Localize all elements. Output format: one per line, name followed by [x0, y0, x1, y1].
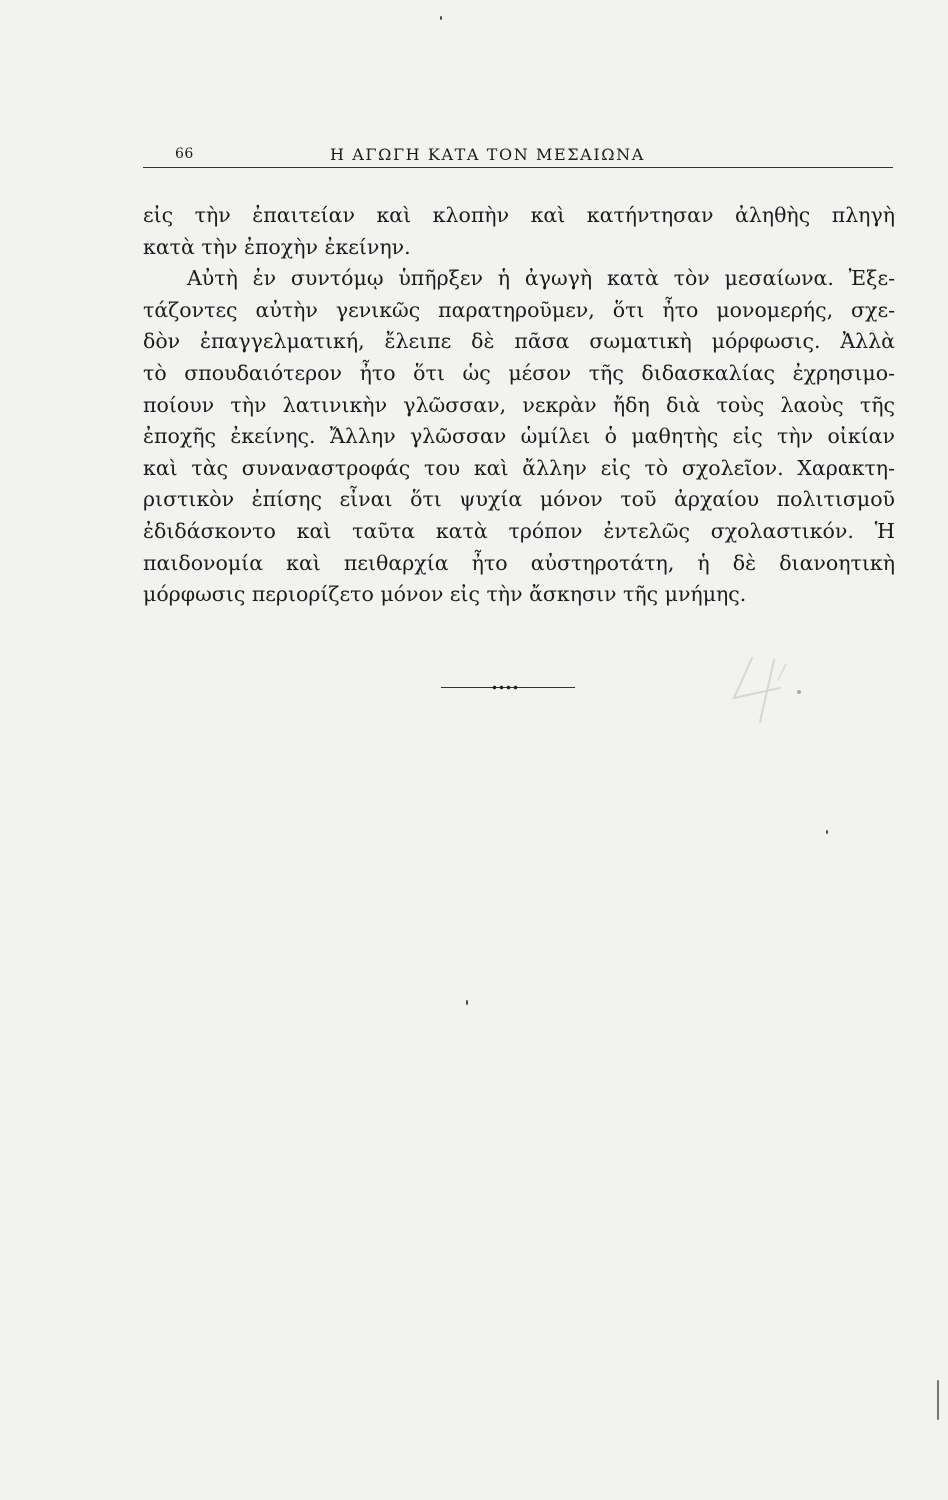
paper-speck	[466, 1000, 468, 1005]
paper-speck	[797, 690, 801, 694]
header-rule	[143, 167, 893, 168]
paper-speck	[937, 1380, 939, 1420]
running-head	[143, 142, 893, 172]
text-line: παιδονομία καὶ πειθαρχία ἦτο αὐστηροτάτη, ἡ δὲ διανοητικὴ	[143, 550, 895, 575]
text-line: μόρφωσις περιορίζετο μόνον εἰς τὴν ἄσκησιν τῆς μνήμης.	[143, 582, 747, 607]
text-line: τάζοντες αὐτὴν γενικῶς παρατηροῦμεν, ὅτι ἦτο μονομερής, σχε-	[143, 297, 895, 322]
text-line: Αὐτὴ ἐν συντόμῳ ὑπῆρξεν ἡ ἀγωγὴ κατὰ τὸν μεσαίωνα. Ἐξε-	[187, 266, 895, 291]
page-number: 66	[175, 146, 194, 162]
body-text	[143, 200, 895, 611]
text-line: κατὰ τὴν ἐποχὴν ἐκείνην.	[143, 234, 411, 259]
text-line: ἐδιδάσκοντο καὶ ταῦτα κατὰ τρόπον ἐντελῶς σχολαστικόν. Ἡ	[143, 518, 895, 543]
running-title: Η ΑΓΩΓΗ ΚΑΤΑ ΤΟΝ ΜΕΣΑΙΩΝΑ	[330, 145, 645, 164]
text-line: ἐποχῆς ἐκείνης. Ἄλλην γλῶσσαν ὡμίλει ὁ μαθητὴς εἰς τὴν οἰκίαν	[143, 424, 895, 449]
ornament-dots	[491, 685, 521, 690]
end-ornament-rule	[441, 686, 575, 690]
text-line: ποίουν τὴν λατινικὴν γλῶσσαν, νεκρὰν ἤδη διὰ τοὺς λαοὺς τῆς	[143, 392, 895, 417]
text-line: δὸν ἐπαγγελματική, ἔλειπε δὲ πᾶσα σωματικὴ μόρφωσις. Ἀλλὰ	[143, 329, 895, 354]
paper-speck	[440, 16, 442, 20]
text-line: τὸ σπουδαιότερον ἦτο ὅτι ὡς μέσον τῆς διδασκαλίας ἐχρησιμο-	[143, 360, 895, 385]
text-line: εἰς τὴν ἐπαιτείαν καὶ κλοπὴν καὶ κατήντησαν ἀληθὴς πληγὴ	[143, 203, 895, 227]
paper-speck	[826, 830, 828, 834]
text-line: καὶ τὰς συναναστροφάς του καὶ ἄλλην εἰς τὸ σχολεῖον. Χαρακτη-	[143, 455, 895, 480]
text-line: ριστικὸν ἐπίσης εἶναι ὅτι ψυχία μόνον τοῦ ἀρχαίου πολιτισμοῦ	[143, 487, 895, 512]
